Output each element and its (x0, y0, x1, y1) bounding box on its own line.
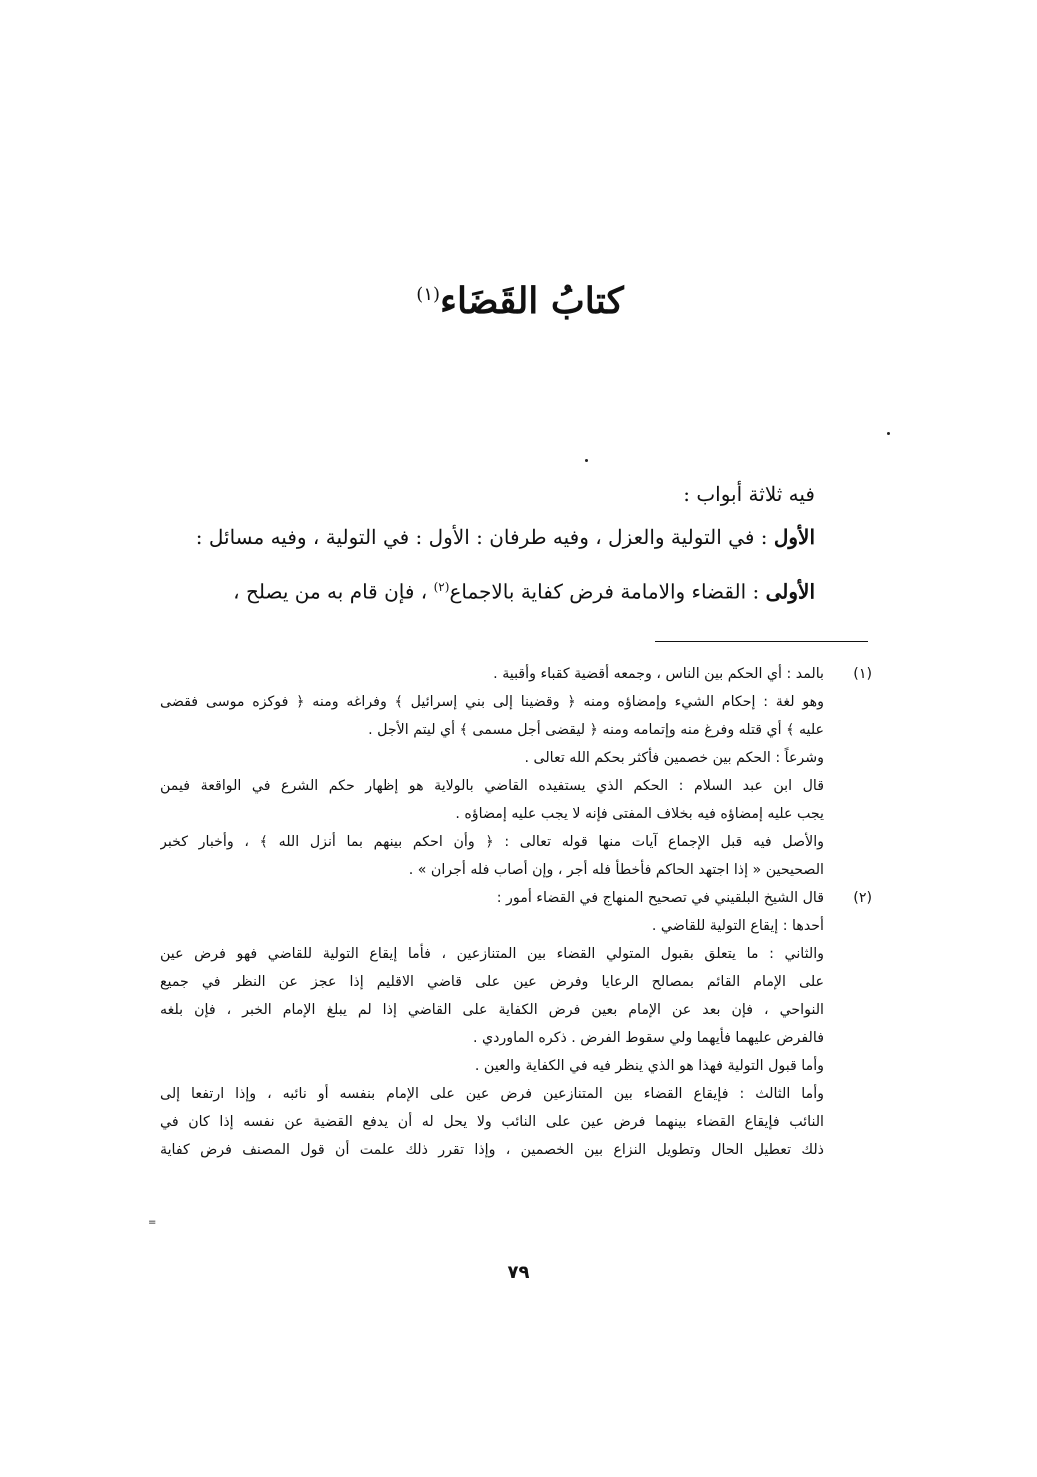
footnote-line: النائب فإيقاع القضاء بينهما فرض عين على النائب ولا يحل له أن يدفع القضية عن نفسه إذا كان في (160, 1114, 824, 1130)
footnote-line: يجب عليه إمضاؤه فيه بخلاف المفتى فإنه لا يجب عليه إمضاؤه . (455, 806, 824, 822)
chapter-title-text: كتابُ القَضَاء (440, 280, 624, 322)
footnote-line: النواحي ، فإن بعد عن الإمام بعين فرض الكفاية على القاضي إذا لم يبلغ الإمام الخبر ، فإن بلغه (160, 1002, 824, 1018)
footnote-line: وشرعاً : الحكم بين خصمين فأكثر بحكم الله تعالى . (524, 750, 824, 766)
footnote-separator (655, 641, 868, 642)
continuation-mark: = (148, 1217, 157, 1228)
footnotes (160, 660, 872, 1164)
body-line-1-text: فيه ثلاثة أبواب : (683, 482, 815, 506)
footnote-line: وهو لغة : إحكام الشيء وإمضاؤه ومنه ﴿ وقضينا إلى بني إسرائيل ﴾ وفراغه ومنه ﴿ فوكزه موسى فقضى (160, 694, 824, 710)
chapter-title (250, 270, 790, 326)
body-line-2 (155, 522, 815, 552)
body-line-3-text: : القضاء والامامة فرض كفاية بالاجماع (449, 579, 766, 604)
footnote-line: ذلك تعطيل الحال وتطويل النزاع بين الخصمين ، وإذا تقرر ذلك علمت أن قول المصنف فرض كفاية (160, 1142, 824, 1158)
footnote-number: (١) (853, 666, 872, 682)
issue-heading-first: الأولى (765, 579, 815, 604)
body-footnote-ref: (٢) (433, 580, 450, 594)
footnote-line: والثاني : ما يتعلق بقبول المتولي القضاء بين المتنازعين ، فأما إيقاع التولية للقاضي فهو فرض عين (160, 946, 824, 962)
footnote-line: عليه ﴾ أي قتله وفرغ منه وإتمامه ومنه ﴿ ليقضى أجل مسمى ﴾ أي ليتم الأجل . (368, 722, 824, 738)
footnote-line: قال ابن عبد السلام : الحكم الذي يستفيده القاضي بالولاية هو إظهار حكم الشرع في الواقعة فيمن (160, 778, 824, 794)
footnote-line: أحدها : إيقاع التولية للقاضي . (651, 918, 824, 934)
body-line-2-text: : في التولية والعزل ، وفيه طرفان : الأول : في التولية ، وفيه مسائل : (195, 525, 774, 549)
footnote-2 (160, 884, 872, 912)
footnote-line: والأصل فيه قبل الإجماع آيات منها قوله تعالى : ﴿ وأن احكم بينهم بما أنزل الله ﴾ ، وأخبار كخبر (160, 834, 824, 850)
footnote-line: على الإمام القائم بمصالح الرعايا وفرض عين على قاضي الاقليم إذا عجز عن النظر في جميع (160, 974, 824, 990)
footnote-line: الصحيحين « إذا اجتهد الحاكم فأخطأ فله أجر ، وإن أصاب فله أجران » . (408, 862, 824, 878)
footnote-1 (160, 660, 872, 688)
print-speck (585, 459, 588, 462)
body-line-3-tail: ، فإن قام به من يصلح ، (233, 579, 434, 604)
footnote-line: قال الشيخ البلقيني في تصحيح المنهاج في القضاء أمور : (496, 890, 824, 906)
footnote-line: وأما قبول التولية فهذا هو الذي ينظر فيه في الكفاية والعين . (474, 1058, 824, 1074)
footnote-line: وأما الثالث : فإيقاع القضاء بين المتنازعين فرض عين على الإمام بنفسه أو نائبه ، وإذا ارتفعا إلى (160, 1086, 824, 1102)
section-heading-first: الأول (773, 525, 815, 549)
print-speck (887, 432, 890, 435)
body-line-1 (155, 479, 815, 509)
footnote-line: فالفرض عليهما فأيهما ولي سقوط الفرض . ذكره الماوردي . (472, 1030, 824, 1046)
body-line-3 (155, 572, 815, 607)
footnote-number: (٢) (853, 890, 872, 906)
title-footnote-ref: (١) (416, 284, 441, 305)
footnote-line: بالمد : أي الحكم بين الناس ، وجمعه أقضية كقباء وأقبية . (493, 666, 824, 682)
page-number: ٧٩ (507, 1262, 530, 1283)
